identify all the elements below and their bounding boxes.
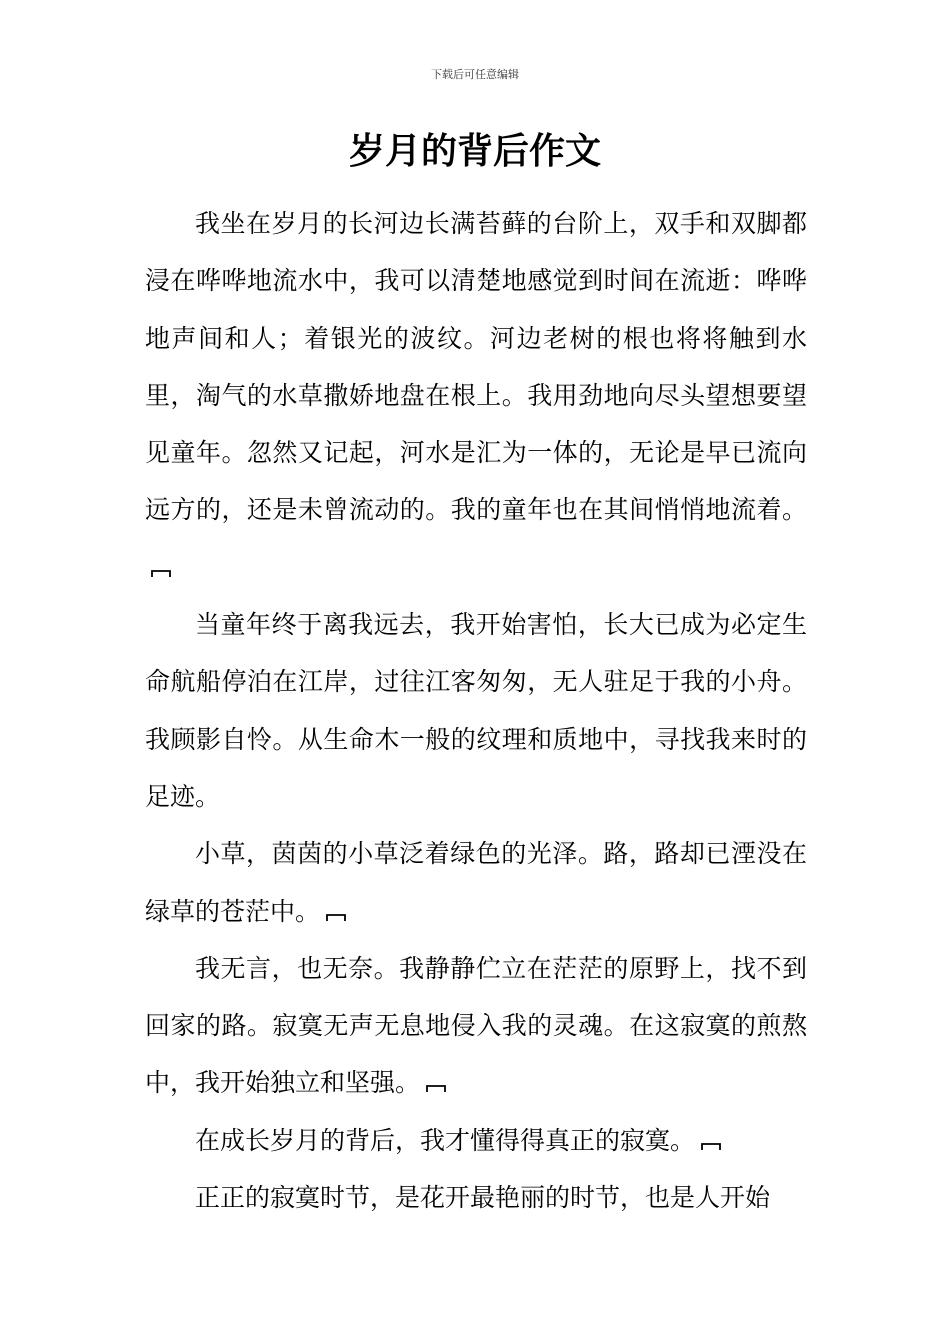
paragraph-2 xyxy=(145,596,807,825)
paragraph-6 xyxy=(145,1169,807,1226)
paragraph-1 xyxy=(145,195,807,596)
paragraph-return-icon xyxy=(326,913,346,922)
paragraph-text: 当童年终于离我远去，我开始害怕，长大已成为必定生命航船停泊在江岸，过往江客匆匆，无人驻足于我的小舟。我顾影自怜。从生命木一般的纹理和质地中，寻找我来时的足迹。 xyxy=(145,610,807,811)
paragraph-return-icon xyxy=(426,1084,446,1093)
paragraph-text: 正正的寂寞时节，是花开最艳丽的时节，也是人开始 xyxy=(195,1183,771,1213)
body-text xyxy=(145,195,807,1226)
paragraph-text: 我坐在岁月的长河边长满苔藓的台阶上，双手和双脚都浸在哗哗地流水中，我可以清楚地感觉到时间在流逝：哗哗地声间和人；着银光的波纹。河边老树的根也将将触到水里，淘气的水草撒娇地盘在根上。我用劲地向尽头望想要望见童年。忽然又记起，河水是汇为一体的，无论是早已流向远方的，还是未曾流动的。我的童年也在其间悄悄地流着。 xyxy=(145,209,807,525)
paragraph-text: 我无言，也无奈。我静静伫立在茫茫的原野上，找不到回家的路。寂寞无声无息地侵入我的灵魂。在这寂寞的煎熬中，我开始独立和坚强。 xyxy=(145,953,807,1098)
paragraph-4 xyxy=(145,940,807,1112)
paragraph-5 xyxy=(145,1112,807,1169)
paragraph-text: 小草，茵茵的小草泛着绿色的光泽。路，路却已湮没在绿草的苍茫中。 xyxy=(145,839,807,926)
header-note: 下载后可任意编辑 xyxy=(431,68,519,81)
paragraph-text: 在成长岁月的背后，我才懂得得真正的寂寞。 xyxy=(195,1125,696,1155)
paragraph-3 xyxy=(145,825,807,940)
paragraph-return-icon xyxy=(701,1142,721,1151)
paragraph-return-icon xyxy=(151,569,171,578)
document-title: 岁月的背后作文 xyxy=(348,131,601,172)
